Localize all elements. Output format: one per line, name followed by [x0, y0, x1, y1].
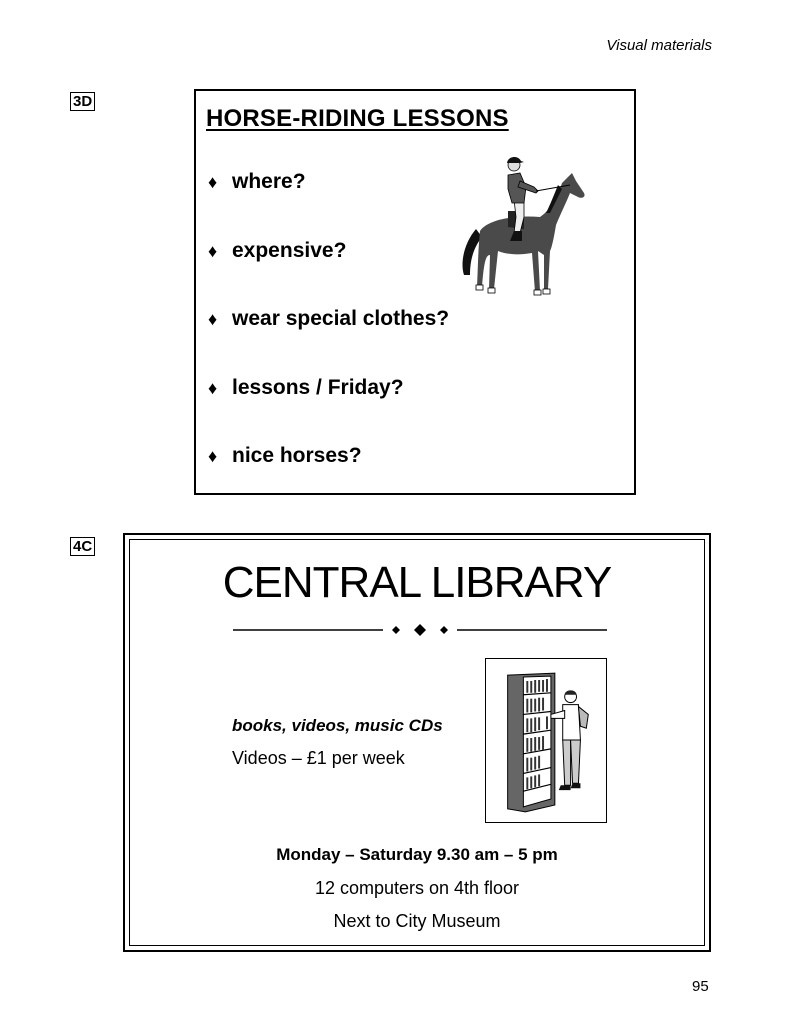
- list-item: ♦ nice horses?: [208, 444, 362, 467]
- page-header-title: Visual materials: [606, 37, 712, 54]
- inner-border: [129, 539, 705, 946]
- page-number: 95: [692, 978, 709, 995]
- card-title: CENTRAL LIBRARY: [222, 558, 612, 607]
- horse-riding-card: [194, 89, 636, 495]
- horse-rider-icon: [458, 151, 588, 306]
- diamond-bullet-icon: ♦: [208, 309, 218, 329]
- list-item: ♦ expensive?: [208, 238, 347, 262]
- library-items: books, videos, music CDs: [232, 716, 443, 735]
- list-item: ♦ wear special clothes?: [208, 307, 450, 330]
- task-label-3d: 3D: [70, 92, 95, 111]
- central-library-card: [123, 533, 711, 952]
- diamond-bullet-icon: ♦: [208, 446, 218, 466]
- question-list: [208, 169, 449, 512]
- location-info: Next to City Museum: [333, 911, 501, 931]
- ornament-divider-icon: [233, 624, 607, 636]
- opening-hours: Monday – Saturday 9.30 am – 5 pm: [276, 845, 558, 864]
- diamond-bullet-icon: ♦: [208, 377, 218, 398]
- library-bookshelf-icon: [486, 659, 606, 822]
- diamond-bullet-icon: ♦: [208, 240, 218, 261]
- library-picture-frame: [485, 658, 607, 823]
- list-item: ♦ where?: [208, 170, 306, 193]
- list-item: ♦ lessons / Friday?: [208, 375, 404, 399]
- diamond-bullet-icon: ♦: [208, 172, 218, 192]
- task-label-4c: 4C: [70, 537, 95, 556]
- card-title: HORSE-RIDING LESSONS: [206, 105, 509, 132]
- computers-info: 12 computers on 4th floor: [314, 878, 520, 898]
- video-price: Videos – £1 per week: [232, 748, 405, 768]
